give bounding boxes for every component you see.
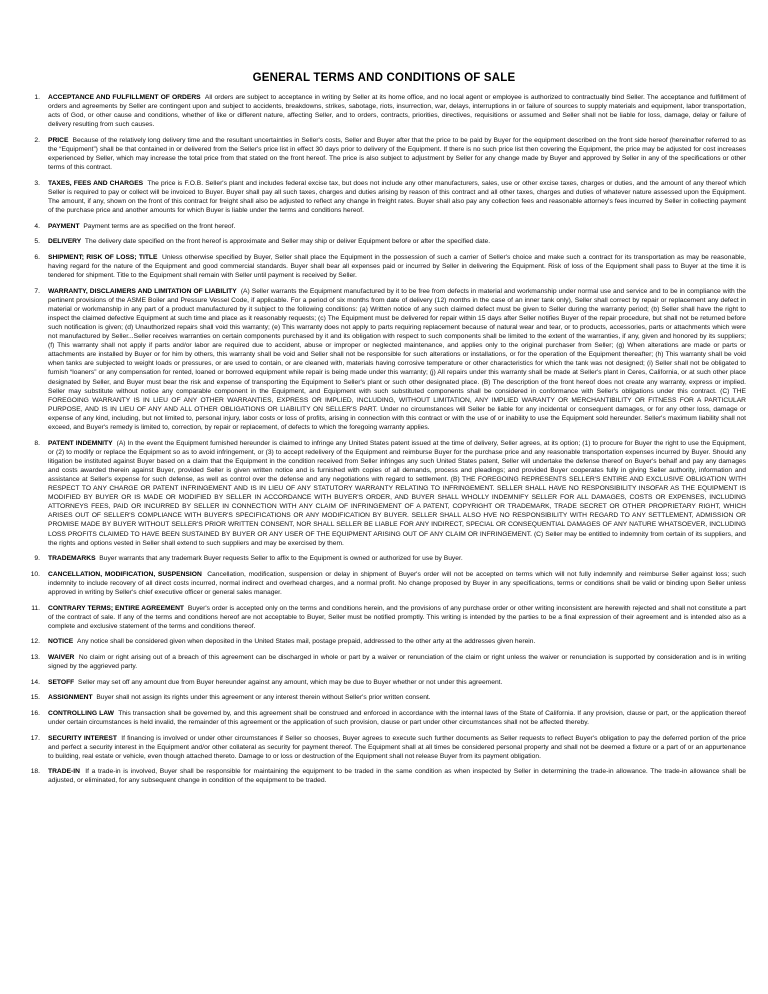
clause-body <box>48 253 746 280</box>
clause-text: Buyer's order is accepted only on the terms and conditions herein, and the provisions of any purchase order or other writing inconsistent are herewith rejected and shall not constitute a part of the contract of sale. If any of the terms and conditions hereof are not acceptable to Buyer, Seller must be notified promptly. This writing is intended by the parties to be a final expression of their agreement and is intended also as a complete and exclusive statement of the terms and conditions thereof. <box>48 604 746 630</box>
clause-item <box>22 637 746 646</box>
clause-text: Cancellation, modification, suspension or delay in shipment of Buyer's order will not be accepted on terms which will not fully indemnify and reimburse Seller against loss; such indemnity to include recovery of all direct costs incurred, normal indirect and overhead charges, and a normal profit. No change proposed by Buyer in any specifications, terms or conditions shall be valid or binding upon Seller unless approved in writing by Seller's chief executive officer or general sales manager. <box>48 570 747 596</box>
clause-body <box>48 678 746 687</box>
clause-item <box>22 693 746 702</box>
clause-heading: WARRANTY, DISCLAIMERS AND LIMITATION OF LIABILITY <box>48 287 237 295</box>
clause-item <box>22 653 746 671</box>
clause-body <box>48 767 746 785</box>
clause-item <box>22 136 746 172</box>
clause-body <box>48 734 746 761</box>
clause-text: If a trade-in is involved, Buyer shall be responsible for maintaining the equipment to be traded in the same condition as when inspected by Seller in determining the trade-in allowance. The trade-in allowance shall be adjusted, or eliminated, for any subsequent change in condition of the equipment to be traded. <box>48 768 747 785</box>
clause-heading: TRADE-IN <box>48 768 80 776</box>
clause-heading: NOTICE <box>48 638 74 646</box>
clause-heading: SETOFF <box>48 678 75 686</box>
clause-body <box>48 439 746 548</box>
clause-heading: SHIPMENT; RISK OF LOSS; TITLE <box>48 253 158 261</box>
clause-number: 18. <box>30 768 40 776</box>
clause-item <box>22 604 746 631</box>
clause-body <box>48 709 746 727</box>
clause-heading: CONTRARY TERMS; ENTIRE AGREEMENT <box>48 604 184 612</box>
clause-number: 12. <box>30 638 40 646</box>
clause-text: (A) Seller warrants the Equipment manufactured by it to be free from defects in material and workmanship under normal use and service and to be in compliance with the pertinent provisions of the ASME Boiler and Pressure Vessel Code, if applicable. For a period of six months from date of delivery (12) months in the case of an inner tank only), Seller shall correct by repair or replacement any defect in material or workmanship in any part of a product manufactured by it subject to the following conditions: (a) Written notice of any such claimed defect must be given to Seller during the warranty period; (b) Seller shall have the right to inspect the claimed defective Equipment at such time and place as it reasonably requests; (c) The Equipment must be delivered for repair within 15 days after Seller notifies Buyer of the repair procedure, but shall not be returned before such notification is given; (d) Unauthorized repairs shall void this warranty; (e) This warranty does not apply to parts requiring replacement because of natural wear and tear, or to products, accessories, parts or attachments which were not manufactured by Seller...Seller receives warranties on certain components purchased by it and its obligation with respect to such components shall be limited to the extent of the warranties, if any, given and honored by its suppliers; (f) This warranty shall not apply if parts and/or labor are required due to accident, abuse or improper or neglected maintenance, and applies only to the original purchaser from Seller; (g) When alterations are made or parts or attachments are installed by Buyer or for him by others, this warranty shall be void and Seller shall not be responsible for such alterations or installations, or for the operation of the Equipment thereafter; (h) This warranty shall be void when tanks are subjected to weight loads or pressures, or are used to contain, or are cleaned with, materials having corrosive temperature or other characteristics for which the tank was not designed; (i) Seller shall not be obligated to furnish “loaners” or any compensation for rented, loaned or borrowed equipment while repair is being made under this warranty; (j) All repairs under this warranty shall be made at Seller's plant in Ceres, California, or at such other place designated by Seller, and Buyer must bear the risk and expense of transporting the Equipment to Seller's plant or such other designated place. (B) The description of the front hereof does not create any warranty, express or implied. Seller may substitute without notice any comparable component in the Equipment, and Equipment with such substituted components shall be considered in conformance with Seller's obligations under this contract. (C) THE FOREGOING WARRANTY IS IN LIEU OF ANY OTHER WARRANTIES, EXPRESS OR IMPLIED, INCLUDING, WITHOUT LIMITATION, ANY IMPLIED WARANTY OR MERCHANTIBILITY OR FITNESS FOR A PARTICULAR PURPOSE, AND IS IN LIEU OF ANY AND ALL OTHER OBLIGATIONS OR LIABILITY ON SELLER'S PART. Under no circumstances will Seller be liable for any incidental or consequent damages, or for any other loss, damage or expense of any kind, including, but not limited to, personal injury, labor costs or loss of profits, arising in connection with this contract or with the use of or inability to use the Equipment sold hereunder. Seller's maximum liability shall not exceed, and Buyer's remedy is limited to, correction, by repair or replacement, of defects to which the foregoing warranty applies. <box>48 287 747 431</box>
clause-heading: ASSIGNMENT <box>48 694 93 702</box>
clause-number: 3. <box>34 179 40 187</box>
clause-text: The delivery date specified on the front hereof is approximate and Seller may ship or deliver Equipment before or after the specified date. <box>84 238 491 246</box>
clause-text: Unless otherwise specified by Buyer, Seller shall place the Equipment in the possession of such a carrier of Seller's choice and make such a contract for its transportation as may be reasonable, having regard for the nature of the Equipment and good commercial standards. Buyer shall bear all expenses paid or incurred by Seller in delivering the Equipment. Risk of loss of the Equipment shall pass to Buyer at the time it is tendered for shipment. Title to the Equipment shall remain with Seller until payment is received by Seller. <box>48 253 746 279</box>
clause-number: 15. <box>30 694 40 702</box>
clause-item <box>22 678 746 687</box>
clause-number: 7. <box>34 287 40 295</box>
clause-text: No claim or right arising out of a breach of this agreement can be discharged in whole or part by a waiver or renunciation of the claim or right unless the waiver or renunciation is supported by consideration and is in writing signed by the aggrieved party. <box>48 653 746 671</box>
clause-number: 8. <box>34 439 40 447</box>
clause-text: Buyer warrants that any trademark Buyer requests Seller to affix to the Equipment is owned or authorized for use by Buyer. <box>99 555 463 563</box>
clause-body <box>48 637 746 646</box>
clause-heading: ACCEPTANCE AND FULFILLMENT OF ORDERS <box>48 94 201 101</box>
clause-number: 2. <box>34 136 40 144</box>
clause-list <box>22 93 746 786</box>
clause-heading: CONTROLLING LAW <box>48 709 114 717</box>
clause-body <box>48 237 746 246</box>
clause-number: 17. <box>30 734 40 742</box>
clause-text: Any notice shall be considered given when deposited in the United States mail, postage prepaid, addressed to the other arty at the addresses given herein. <box>76 638 536 646</box>
clause-body <box>48 179 746 215</box>
clause-item <box>22 237 746 246</box>
clause-number: 5. <box>34 238 40 246</box>
clause-item <box>22 179 746 215</box>
clause-text: All orders are subject to acceptance in writing by Seller at its home office, and no local agent or employee is authorized to contractually bind Seller. The acceptance and fulfillment of orders and agreements by Seller are contingent upon and subject to accidents, breakdowns, strikes, sabotage, riots, insurrection, war, delays, interruptions in or failure of sources to supply materials and equipment, labor transportation, acts of God, or other cause and conditions, whether of like or different nature, affecting Seller, and to orders, contracts, priorities, directives, requisitions or assumed and Seller shall not be liable for loss, damage, delay or failure of delivery resulting from such causes. <box>48 94 747 129</box>
clause-item <box>22 554 746 563</box>
clause-item <box>22 93 746 129</box>
clause-heading: PATENT INDEMNITY <box>48 439 113 447</box>
clause-number: 9. <box>34 555 40 563</box>
clause-heading: CANCELLATION, MODIFICATION, SUSPENSION <box>48 570 202 578</box>
clause-body <box>48 93 746 129</box>
clause-heading: TAXES, FEES AND CHARGES <box>48 179 144 187</box>
clause-body <box>48 653 746 671</box>
page-title: GENERAL TERMS AND CONDITIONS OF SALE <box>252 72 516 84</box>
clause-item <box>22 439 746 548</box>
clause-body <box>48 570 746 597</box>
clause-heading: PAYMENT <box>48 222 80 230</box>
clause-number: 10. <box>30 570 40 578</box>
clause-item <box>22 734 746 761</box>
clause-number: 16. <box>30 709 40 717</box>
clause-text: Payment terms are as specified on the front hereof. <box>83 222 236 230</box>
clause-text: This transaction shall be governed by, and this agreement shall be construed and enforced in accordance with the internal laws of the State of California. If any provision, clause or part, or the application thereof under certain circumstances is held invalid, the remainder of this agreement or the application of such provision, clause or part under other circumstances shall not be affected thereby. <box>48 709 746 726</box>
clause-item <box>22 767 746 785</box>
clause-body <box>48 604 746 631</box>
clause-body <box>48 554 746 563</box>
clause-heading: PRICE <box>48 136 69 144</box>
clause-text: (A) In the event the Equipment furnished hereunder is claimed to infringe any United States patent issued at the time of delivery, Seller agrees, at its option; (1) to procure for Buyer the right to use the Equipment, or (2) to modify or replace the Equipment so as to avoid infringement, or (3) to accept redelivery of the Equipment and reimburse Buyer for the purchase price and any reasonable transportation expenses incurred by Buyer. Should any litigation be instituted against Buyer based on a claim that the Equipment in the condition received from Seller infringes any such United States patent, Seller will undertake the defense thereof on Buyer's behalf and pay any damages and costs awarded therein against Buyer, provided Seller is given written notice and is furnished with copies of all demands, process and pleadings; and provided Buyer cooperates fully in giving Seller authority, information and assistance at Seller's expense for such defense, as well as control over the defense and any negotiations with regard to settlement. (B) THE FOREGOING REPRESENTS SELLER'S ENTIRE AND EXCLUSIVE OBLIGATION WITH RESPECT TO ANY CHARGE OR PATENT INFRINGEMENT AND IS IN LIEU OF ANY STATUTORY WARRANTY RELATING TO INFRINGEMENT. SELLER SHALL HAVE NO RESPONSIBILITY INSOFAR AS THE EQUIPMENT IS MODIFIED BY BUYER OR IS MADE OR MODIFIED BY SELLER IN ACCORDANCE WITH BUYER'S ORDER, AND BUYER SHALL WHOLLY INDEMNIFY SELLER FOR ALL DAMAGES, COSTS OR EXPENSES, INCLUDING ATTORNEYS FEES, PAID OR INCURRED BY SELLER IN CONNECTION WITH ANY CLAIM OF INFRINGEMENT OF A PATENT, COPYRIGHT OR TRADEMARK, TRADE SECRET OR OTHER PROPRIETARY RIGHT, WHICH ARISES OUT OF SELLER'S COMPLIANCE WITH BUYER'S SPECIFICATIONS OR ANY MODIFICATION BY BUYER. SELLER SHALL ALSO HVE NO RESPONSIBILITY WITH REGARD TO ANY SETTLEMENT, ADMISSION OR PROMISE MADE BY BUYER WITHOUT SELLER'S PRIOR WRITTEN CONSENT, NOR SHALL SELLER BE LIABLE FOR ANY INDIRECT, SPECIAL OR CONSEQUENTIAL DAMAGES OF ANY NATURE WHATSOEVER, INCLUDING LOSS PROFITS CLAIMED TO HAVE BEEN SUSTAINED BY BUYER OR ANY USER OF THE EQUIPMENT ARISING OUT OF ANY CLAIM OR INFRINGEMENT. (C) Seller may be entitled to indemnity from certain of its suppliers, and the rights and options vested in Seller shall extend to such suppliers and may be exercised by them. <box>48 439 746 547</box>
clause-number: 4. <box>34 222 40 230</box>
clause-text: The price is F.O.B. Seller's plant and includes federal excise tax, but does not include any other manufacturers, sales, use or other excise taxes, charges or duties, and the amount of any thereof which Seller is required to pay or collect will be invoiced to Buyer. Buyer shall pay all such taxes, charges and duties arising by reason of this contract and all other taxes, charges and duties of whatever nature assessed upon the Equipment. The amount, if any, shown on the front of this contract for freight shall also be adjusted to reflect any change in freight rates. Buyer shall also pay any collection fees and reasonable attorney's fees incurred by Seller in collecting payment of the purchase price and another amounts for which Buyer is liable under the terms and conditions hereof. <box>48 179 746 215</box>
clause-item <box>22 253 746 280</box>
clause-body <box>48 693 746 702</box>
clause-number: 1. <box>34 94 40 101</box>
clause-number: 11. <box>31 604 40 612</box>
clause-text: Buyer shall not assign its rights under this agreement or any interest therein without Seller's prior written consent. <box>96 694 431 702</box>
clause-text: Because of the relatively long delivery time and the resultant uncertainties in Seller's costs, Seller and Buyer after that the price to be paid by Buyer for the equipment described on the front side hereof (hereinafter referred to as the “Equipment”) shall be that contained in or delivered from the Seller's price list in effect 30 days prior to delivery of the Equipment. If there is no such price list then covering the Equipment, the price may be adjusted for cost increases experienced by Seller, which may increase the total price from that stated on the front hereof. The price is also subject to adjustment by Seller for any change made by Buyer and approved by Seller in any of the specifications or other terms of this contract. <box>48 136 747 172</box>
clause-text: Seller may set off any amount due from Buyer hereunder against any amount, which may be due to Buyer whether or not under this agreement. <box>77 678 503 686</box>
clause-body <box>48 287 746 433</box>
clause-heading: WAIVER <box>48 653 75 661</box>
clause-heading: DELIVERY <box>48 238 82 246</box>
clause-item <box>22 287 746 433</box>
clause-number: 6. <box>34 253 40 261</box>
clause-number: 13. <box>30 653 40 661</box>
clause-item <box>22 709 746 727</box>
clause-item <box>22 570 746 597</box>
clause-text: If financing is involved or under other circumstances if Seller so chooses, Buyer agrees to execute such further documents as Seller requests to reflect Buyer's obligation to pay the deferred portion of the price and perfect a security interest in the Equipment and/or other collateral as security for payment thereof. The Equipment shall at all times be considered personal property and shall not be deemed a fixture or a part of or an appurtenance to building, real estate or vehicle, even though attached thereto. Damage to or loss or destruction of the Equipment shall not release Buyer from its payment obligation. <box>48 734 746 760</box>
clause-number: 14. <box>30 678 40 686</box>
clause-item <box>22 222 746 231</box>
clause-heading: TRADEMARKS <box>48 555 96 563</box>
clause-body <box>48 222 746 231</box>
clause-heading: SECURITY INTEREST <box>48 734 117 742</box>
clause-body <box>48 136 746 172</box>
